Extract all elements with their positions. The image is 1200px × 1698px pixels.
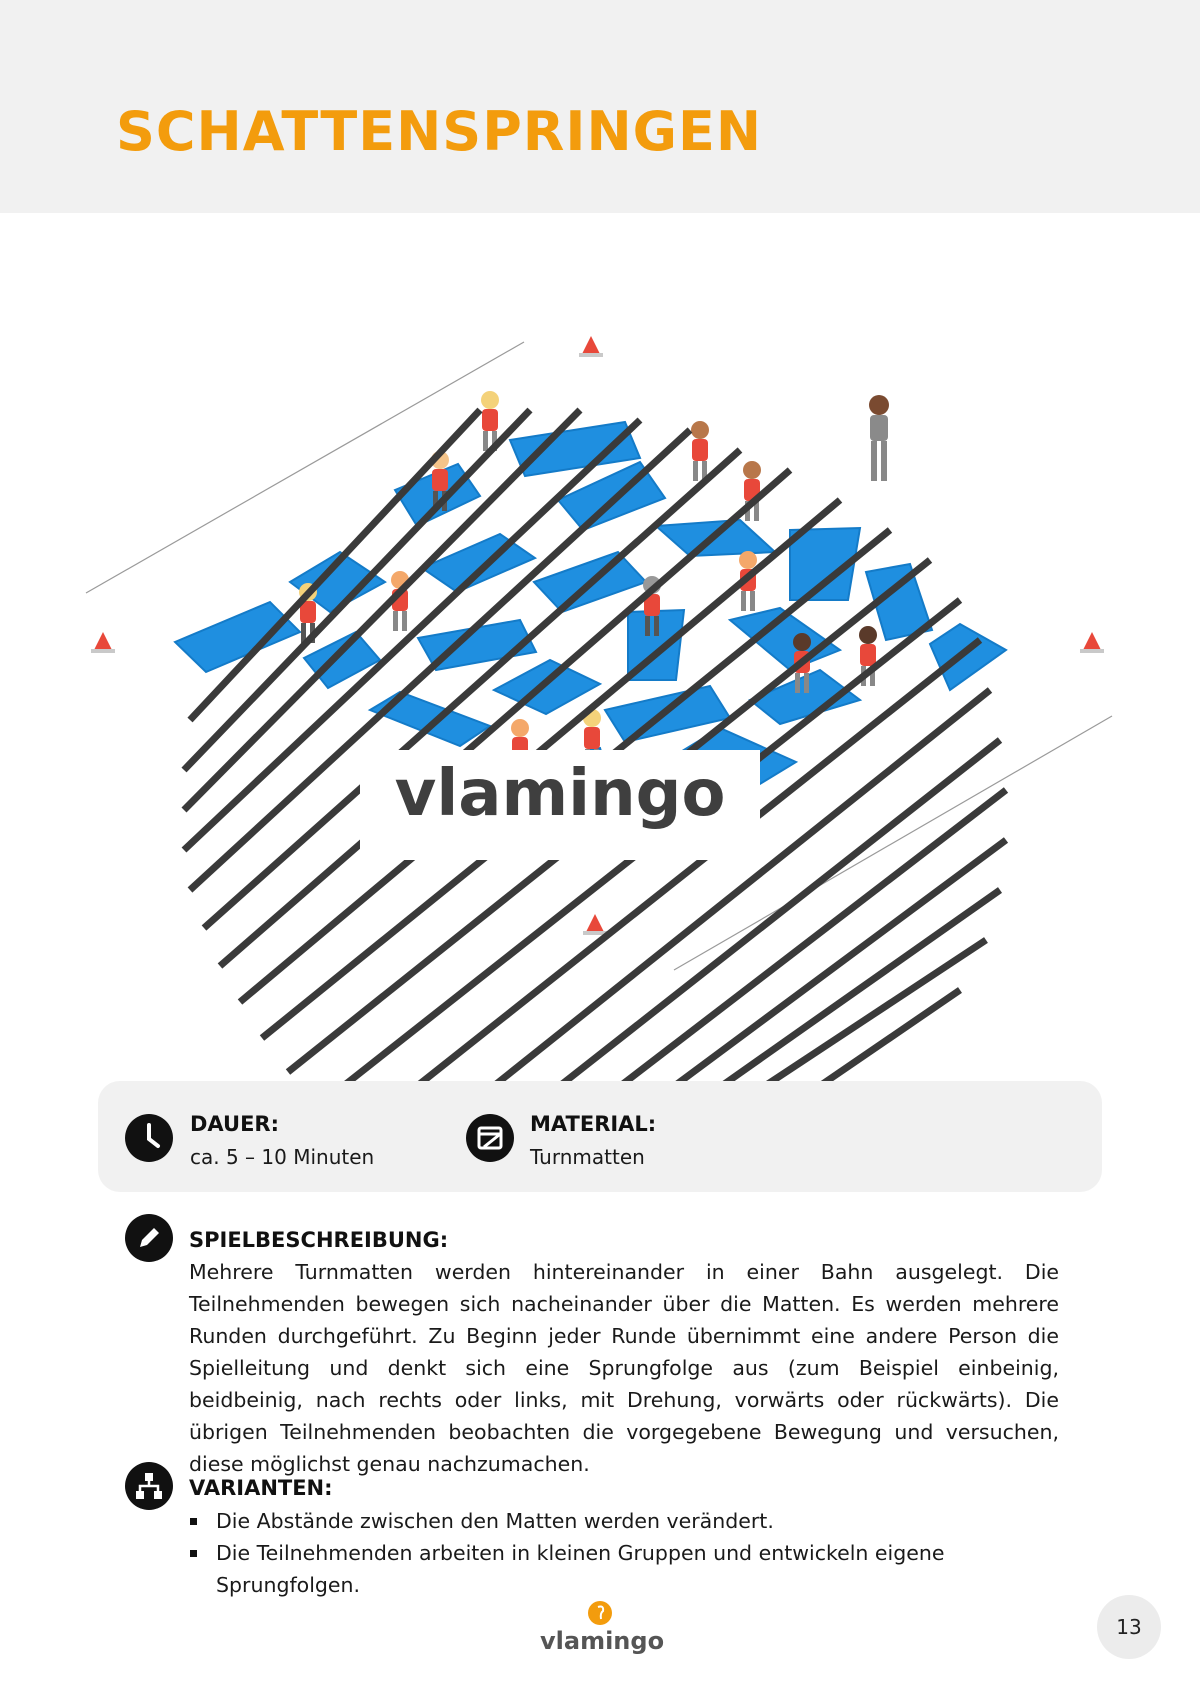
material-value: Turnmatten bbox=[530, 1145, 645, 1169]
list-item: Die Teilnehmenden arbeiten in kleinen Gruppen und entwickeln eigene Sprungfolgen. bbox=[189, 1537, 1089, 1601]
page-title: SCHATTENSPRINGEN bbox=[116, 100, 763, 163]
hierarchy-icon bbox=[125, 1462, 173, 1510]
footer-logo bbox=[540, 1601, 665, 1661]
flamingo-icon bbox=[540, 1601, 660, 1627]
footer-logo-text: vlamingo bbox=[540, 1627, 665, 1655]
page-number: 13 bbox=[1097, 1595, 1161, 1659]
mat-icon bbox=[466, 1114, 514, 1162]
watermark-text: vlamingo bbox=[394, 757, 726, 831]
pencil-icon bbox=[125, 1214, 173, 1262]
clock-icon bbox=[125, 1114, 173, 1162]
duration-label: DAUER: bbox=[190, 1112, 280, 1136]
description-label: SPIELBESCHREIBUNG: bbox=[189, 1228, 449, 1252]
duration-value: ca. 5 – 10 Minuten bbox=[190, 1145, 375, 1169]
material-label: MATERIAL: bbox=[530, 1112, 657, 1136]
description-text: Mehrere Turnmatten werden hintereinander in einer Bahn ausgelegt. Die Teilnehmenden bewegen sich nacheinander über die Matten. Es werden mehrere Runden durchgeführt. Zu Beginn jeder Runde übernimmt eine andere Person die Spielleitung und denkt sich eine Sprungfolge aus (zum Beispiel einbeinig, beidbeinig, nach rechts oder links, mit Drehung, vorwärts oder rückwärts). Die übrigen Teilnehmenden beobachten die vorgegebene Bewegung und versuchen, diese möglichst genau nachzumachen. bbox=[189, 1260, 1059, 1476]
variants-label: VARIANTEN: bbox=[189, 1476, 333, 1500]
variants-list bbox=[189, 1505, 1089, 1601]
list-item: Die Abstände zwischen den Matten werden verändert. bbox=[189, 1505, 1089, 1537]
page-header bbox=[0, 0, 1200, 213]
info-box bbox=[98, 1081, 1102, 1192]
